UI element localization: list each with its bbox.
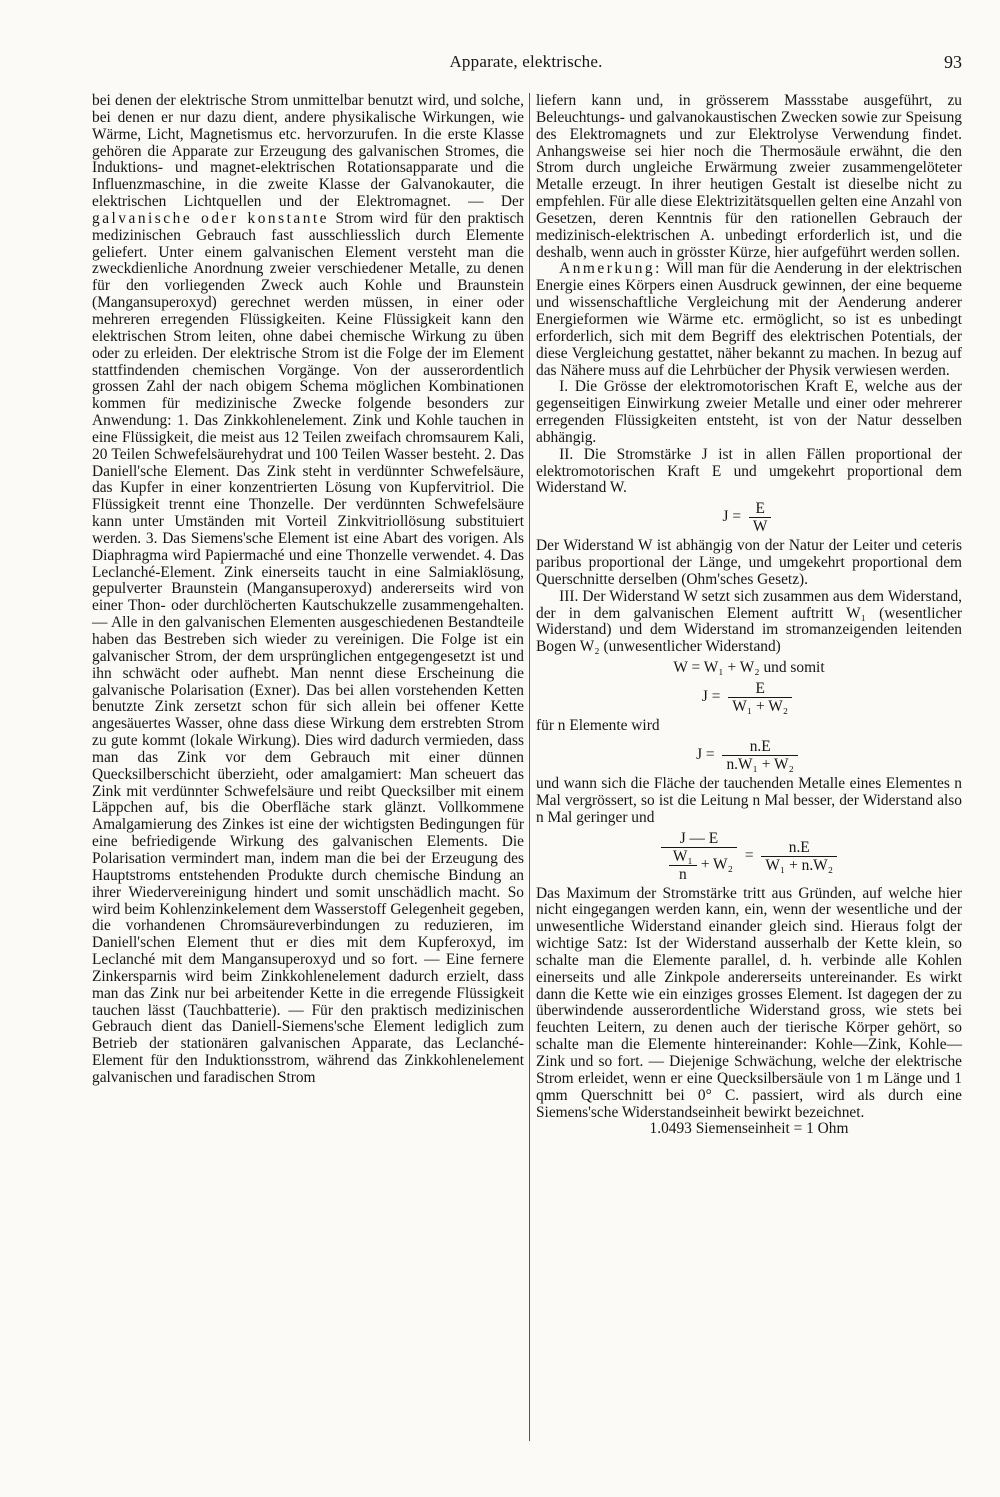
- surface-paragraph: und wann sich die Fläche der tauchenden Metalle eines Elementes n Mal vergrössert, so ist die Leitung n Mal besser, der Widerstand also n Mal geringer und: [536, 775, 962, 826]
- n-elements-text: für n Elemente wird: [536, 717, 660, 735]
- formula-lhs: J =: [722, 508, 742, 526]
- note-label: Anmerkung:: [559, 260, 662, 278]
- numerator: E: [749, 500, 772, 518]
- page-number: 93: [944, 52, 962, 72]
- maximum-paragraph: Das Maximum der Stromstärke tritt aus Gründen, auf welche hier nicht eingegangen werden kann, ein, wenn der wesentliche und der unwesentliche Widerstand einander gleich sind. Hieraus folgt der wichtige Satz: Ist der Widerstand ausserhalb der Kette klein, so schalte man die Elemente parallel, d. h. verbinde alle Kohlen einerseits und alle Zinkpole andererseits untereinander. Es wirkt dann die Kette wie ein einziges grosses Element. Ist dagegen der zu überwindende ausserordentliche Widerstand gross, wie stets bei feuchten Leitern, zu denen auch der tierische Körper gehört, so schalte man die Elemente hintereinander: Kohle—Zink, Kohle—Zink und so fort. — Diejenige Schwächung, welche der elektrische Strom erleidet, wenn er eine Quecksilbersäule von 1 m Länge und 1 qmm Querschnitt bei 0° C. passiert, wird als durch eine Siemens'sche Widerstandseinheit bewirkt bezeichnet.: [536, 884, 962, 1121]
- denominator: W₁ + n.W₂: [765, 856, 834, 874]
- inner-denominator: n: [679, 865, 687, 883]
- fraction: [722, 738, 797, 773]
- formula-lhs: J =: [701, 688, 721, 706]
- numerator: n.E: [761, 839, 837, 857]
- formula-parallel: [536, 830, 962, 883]
- inner-fraction: [669, 848, 697, 883]
- spaced-term: galvanische oder konstante: [92, 209, 330, 227]
- resistance-paragraph: Der Widerstand W ist abhängig von der Natur der Leiter und ceteris paribus proportional der Länge, und umgekehrt proportional dem Querschnitte derselben (Ohm'sches Gesetz).: [536, 537, 962, 588]
- formula-total-resistance: W = W₁ + W₂ und somit: [673, 659, 825, 677]
- right-paragraph-1: liefern kann und, in grösserem Massstabe ausgeführt, zu Beleuchtungs- und galvanokaustischen Zwecken sowie zur Speisung des Elektromagnets und zur Elektrolyse Verwendung findet. Anhangsweise sei hier noch die Thermosäule erwähnt, die den Strom durch ungleiche Erwärmung zweier zusammengelöteter Metalle erzeugt. In ihrer heutigen Gestalt ist dieselbe nicht zu empfehlen. Für alle diese Elektrizitätsquellen gelten eine Anzahl von Gesetzen, deren Kenntnis für den rationellen Gebrauch der medizinisch-elektrischen A. unbedingt erforderlich ist, und die deshalb, wenn auch in grösster Kürze, hier aufgeführt werden sollen.: [536, 92, 962, 261]
- note-paragraph: [536, 261, 962, 379]
- text-run: bei denen der elektrische Strom unmittelbar benutzt wird, und solche, bei denen er nur dazu dient, andere physikalische Wirkungen, wie Wärme, Licht, Magnetismus etc. hervorzurufen. In die erste Klasse gehören die Apparate zur Erzeugung des galvanischen Stromes, die Induktions- und magnet-elektrischen Rotationsapparate und die Influenzmaschine, in die zweite Klasse der Galvanokauter, die elektrischen Lichtquellen und der Elektromagnet. — Der: [92, 92, 524, 211]
- text-run: Strom wird für den praktisch medizinischen Gebrauch fast ausschliesslich durch Elemente geliefert. Unter einem galvanischen Element versteht man die zweckdienliche Anordnung zweier verschiedener Metalle, zu denen für den vorliegenden Zweck auch Kohle und Braunstein (Mangansuperoxyd) gerechnet werden müssen, in einer oder mehreren erregenden Flüssigkeiten. Keine Flüssigkeit kann den elektrischen Strom leiten, ohne dabei chemische Wirkung zu üben oder zu erleiden. Der elektrische Strom ist die Folge der im Element stattfindenden chemischen Vorgänge. Von der ausserordentlich grossen Zahl der nach obigem Schema möglichen Kombinationen kommen für medizinische Zwecke folgende besonders zur Anwendung: 1. Das Zinkkohlenelement. Zink und Kohle tauchen in eine Flüssigkeit, die meist aus 12 Teilen zweifach chromsaurem Kali, 20 Teilen Schwefelsäurehydrat und 100 Teilen Wasser besteht. 2. Das Daniell'sche Element. Das Zink steht in verdünnter Schwefelsäure, das Kupfer in einer konzentrierten Lösung von Kupfervitriol. Die Flüssigkeit trennt eine Thonzelle. Der verdünnten Schwefelsäure kann unter Umständen mit Vorteil Zinkvitriollösung substituiert werden. 3. Das Siemens'sche Element ist eine Abart des vorigen. Als Diaphragma wird Papiermaché und eine Thonzelle verwendet. 4. Das Leclanché-Element. Zink einerseits taucht in eine Salmiaklösung, gepulverter Braunstein (Mangansuperoxyd) andererseits wird von einer Thon- oder durchlöcherten Kautschukzelle zusammengehalten. — Alle in den galvanischen Elementen ausgeschiedenen Bestandteile haben das Bestreben sich wieder zu vereinigen. Die Folge ist ein galvanischer Strom, der dem ursprünglichen entgegengesetzt ist und ihn schwächt oder aufhebt. Man nennt diese Erscheinung die galvanische Polarisation (Exner). Das bei allen vorstehenden Ketten benutzte Zink zersetzt schon für sich allein bei offener Kette angesäuertes Wasser, ohne dass diese Wirkung dem erstrebten Strom zu gute kommt (lokale Wirkung). Dies wird dadurch vermieden, dass man das Zink vor dem Gebrauch mit einer dünnen Quecksilberschicht überzieht, oder amalgamiert: Man scheuert das Zink mit verdünnter Schwefelsäure und reibt Quecksilber mit einem Läppchen auf, bis die Oberfläche stark glänzt. Vollkommene Amalgamierung des Zinkes ist eine der wichtigsten Bedingungen für eine befriedigende Wirkung des galvanischen Elements. Die Polarisation vermindert man, indem man die bei der Erzeugung des Hauptstroms entstehenden Produkte durch chemische Bindung an ihrer Wiedervereinigung hindert und somit unschädlich macht. So wird beim Kohlenzinkelement dem Wasserstoff Gelegenheit gegeben, die vorhandenen Chromsäureverbindungen zu reduzieren, im Daniell'schen Element thut er dies mit dem Kupferoxyd, im Leclanché mit dem Mangansuperoxyd und so fort. — Eine fernere Zinkersparnis wird beim Zinkkohlenelement dadurch erzielt, dass man das Zink nur bei arbeitender Kette in die erregende Flüssigkeit tauchen lässt (Tauchbatterie). — Für den praktisch medizinischen Gebrauch dient das Daniell-Siemens'sche Element lediglich zum Betrieb der stationären galvanischen Apparate, das Leclanché-Element für den Induktionsstrom, während das Zinkkohlenelement galvanischen und faradischen Strom: [92, 209, 524, 1086]
- fraction: [761, 839, 837, 874]
- denominator: n.W₁ + W₂: [726, 756, 794, 773]
- formula-n-elements: [536, 738, 962, 773]
- fraction: [749, 500, 772, 535]
- equals-sign: =: [744, 846, 754, 864]
- inner-numerator: W₁: [669, 848, 697, 866]
- numerator: J — E: [661, 830, 737, 848]
- denominator: [661, 848, 737, 883]
- formula-current-total: [536, 680, 962, 715]
- right-column: [536, 93, 962, 1138]
- denominator: W: [752, 518, 768, 536]
- numerator: n.E: [722, 738, 797, 756]
- formula-lhs: J =: [696, 746, 715, 764]
- left-column: [92, 93, 524, 1087]
- formula-ohm: [536, 500, 962, 535]
- running-header: [90, 52, 962, 78]
- denominator-rest: + W₂: [700, 855, 733, 873]
- siemens-ohm-line: 1.0493 Siemenseinheit = 1 Ohm: [649, 1120, 849, 1138]
- denominator: W₁ + W₂: [732, 698, 789, 716]
- column-divider: [529, 93, 530, 1441]
- text-run: Will man für die Aenderung in der elektrischen Energie eines Körpers einen Ausdruck gewinnen, der eine bequeme und wissenschaftliche Vergleichung mit der Aenderung anderer Energieformen wie Wärme etc. ermöglicht, so ist es unbedingt erforderlich, sich mit dem Begriff des elektrischen Potentials, der diese Vergleichung gestattet, näher bekannt zu machen. In bezug auf das Nähere muss auf die Lehrbücher der Physik verwiesen werden.: [536, 260, 962, 379]
- numerator: E: [728, 680, 792, 698]
- fraction: [728, 680, 792, 715]
- fraction: [661, 830, 737, 883]
- law-ii-paragraph: II. Die Stromstärke J ist in allen Fällen proportional der elektromotorischen Kraft E und umgekehrt proportional dem Widerstand W.: [536, 445, 962, 497]
- running-title: Apparate, elektrische.: [449, 52, 603, 71]
- law-i-paragraph: I. Die Grösse der elektromotorischen Kraft E, welche aus der gegenseitigen Einwirkung zweier Metalle und einer oder mehrerer erregenden Flüssigkeiten entsteht, ist von der Natur desselben abhängig.: [536, 378, 962, 446]
- law-iii-paragraph: III. Der Widerstand W setzt sich zusammen aus dem Widerstand, der in dem galvanischen Element auftritt W₁ (wesentlicher Widerstand) und dem Widerstand im stromanzeigenden leitenden Bogen W₂ (unwesentlicher Widerstand): [536, 587, 962, 656]
- left-paragraph: [92, 93, 524, 1087]
